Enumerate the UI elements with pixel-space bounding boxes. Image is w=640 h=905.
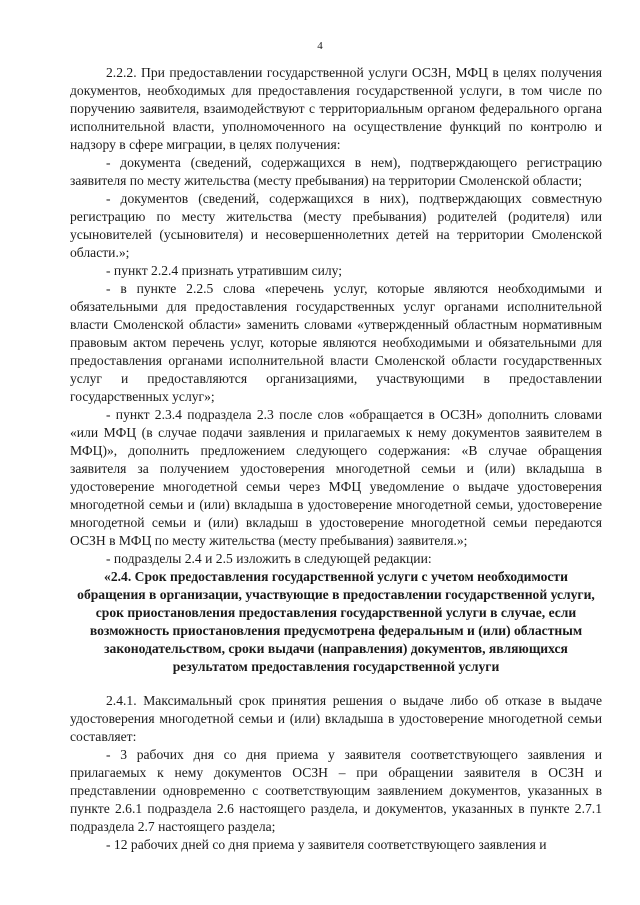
list-item-clause-2-2-4: - пункт 2.2.4 признать утратившим силу; — [106, 263, 343, 278]
list-item-3-days: - 3 рабочих дня со дня приема у заявителя соответствующего заявления и прилагаемых к нему документов ОСЗН – при обращении заявителя в ОСЗН и представлении одновременно с соответствующим заявлением документов, указанных в пункте 2.6.1 подраздела 2.6 настоящего раздела, и документов, указанных в пункте 2.7.1 подраздела 2.7 настоящего раздела; — [70, 747, 602, 834]
document-body — [70, 64, 602, 854]
page-number: 4 — [317, 40, 323, 52]
list-item-12-days: - 12 рабочих дней со дня приема у заявителя соответствующего заявления и — [106, 837, 547, 852]
section-heading-2-4: «2.4. Срок предоставления государственной услуги с учетом необходимости обращения в организации, участвующие в предоставлении государственной услуги, срок приостановления предоставления государственной услуги в случае, если возможность приостановления предусмотрена федеральным и (или) областным законодательством, сроки выдачи (направления) документов, являющихся результатом предоставления государственной услуги — [77, 569, 595, 674]
list-item-joint-registration-documents: - документов (сведений, содержащихся в них), подтверждающих совместную регистрацию по месту жительства (месту пребывания) родителей (родителя) или усыновителей (усыновителя) и несовершеннолетних детей на территории Смоленской области.»; — [70, 191, 602, 260]
paragraph-2-2-2: 2.2.2. При предоставлении государственной услуги ОСЗН, МФЦ в целях получения документов, необходимых для предоставления государственной услуги, в том числе по поручению заявителя, взаимодействуют с территориальным органом федерального органа исполнительной власти, уполномоченного на осуществление функций по контролю и надзору в сфере миграции, в целях получения: — [70, 65, 602, 152]
list-item-registration-document: - документа (сведений, содержащихся в нем), подтверждающего регистрацию заявителя по месту жительства (месту пребывания) на территории Смоленской области; — [70, 155, 602, 188]
list-item-subsections-2-4-2-5: - подразделы 2.4 и 2.5 изложить в следующей редакции: — [106, 551, 432, 566]
paragraph-2-4-1: 2.4.1. Максимальный срок принятия решения о выдаче либо об отказе в выдаче удостоверения многодетной семьи и (или) вкладыша в удостоверение многодетной семьи составляет: — [70, 693, 602, 744]
list-item-clause-2-3-4: - пункт 2.3.4 подраздела 2.3 после слов «обращается в ОСЗН» дополнить словами «или МФЦ (в случае подачи заявления и прилагаемых к нему документов заявителем в МФЦ)», дополнить предложением следующего содержания: «В случае обращения заявителя за получением удостоверения многодетной семьи и (или) вкладыша в удостоверение многодетной семьи через МФЦ уведомление о выдаче удостоверения многодетной семьи и (или) вкладыша в удостоверение многодетной семьи, удостоверение многодетной семьи и (или) вкладыш в удостоверение многодетной семьи передаются ОСЗН в МФЦ по месту жительства (месту пребывания) заявителя.»; — [70, 407, 602, 548]
list-item-clause-2-2-5: - в пункте 2.2.5 слова «перечень услуг, которые являются необходимыми и обязательными для предоставления государственных услуг органами исполнительной власти Смоленской области» заменить словами «утвержденный областным нормативным правовым актом перечень услуг, которые являются необходимыми и обязательными для предоставления органами исполнительной власти Смоленской области государственных услуг и предоставляются организациями, участвующими в предоставлении государственных услуг»; — [70, 281, 602, 404]
